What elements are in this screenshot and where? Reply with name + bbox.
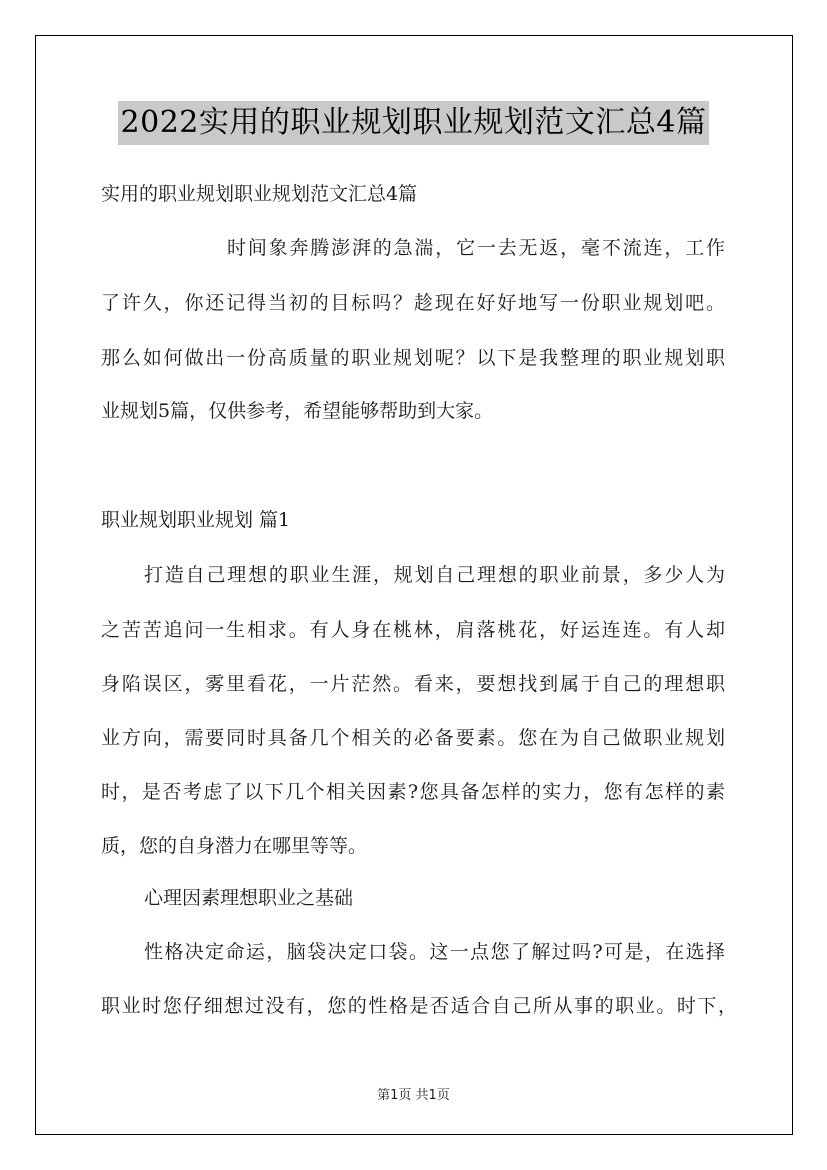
page-number: 第1页 共1页 — [377, 1088, 450, 1103]
para1-line-4: 业方向，需要同时具备几个相关的必备要素。您在为自己做职业规划 — [101, 727, 725, 749]
intro-line-2: 了许久，你还记得当初的目标吗？趁现在好好地写一份职业规划吧。 — [101, 292, 725, 314]
para1-line-6: 质，您的自身潜力在哪里等等。 — [101, 835, 368, 857]
para1-line-1: 打造自己理想的职业生涯，规划自己理想的职业前景，多少人为 — [144, 564, 725, 586]
section-heading: 职业规划职业规划 篇1 — [101, 509, 291, 531]
document-title: 2022实用的职业规划职业规划范文汇总4篇 — [118, 101, 710, 145]
para1-line-2: 之苦苦追问一生相求。有人身在桃林，肩落桃花，好运连连。有人却 — [101, 619, 725, 641]
intro-line-3: 那么如何做出一份高质量的职业规划呢？以下是我整理的职业规划职 — [101, 347, 725, 369]
intro-line-4: 业规划5篇，仅供参考，希望能够帮助到大家。 — [101, 400, 494, 422]
subheading: 心理因素理想职业之基础 — [144, 887, 354, 909]
para1-line-5: 时，是否考虑了以下几个相关因素?您具备怎样的实力，您有怎样的素 — [101, 781, 725, 803]
para1-line-3: 身陷误区，雾里看花，一片茫然。看来，要想找到属于自己的理想职 — [101, 673, 725, 695]
para2-line-1: 性格决定命运，脑袋决定口袋。这一点您了解过吗?可是，在选择 — [144, 941, 725, 963]
intro-line-1: 时间象奔腾澎湃的急湍，它一去无返，毫不流连，工作 — [227, 237, 725, 259]
document-subtitle: 实用的职业规划职业规划范文汇总4篇 — [101, 183, 418, 205]
para2-line-2: 职业时您仔细想过没有，您的性格是否适合自己所从事的职业。时下， — [101, 995, 737, 1017]
